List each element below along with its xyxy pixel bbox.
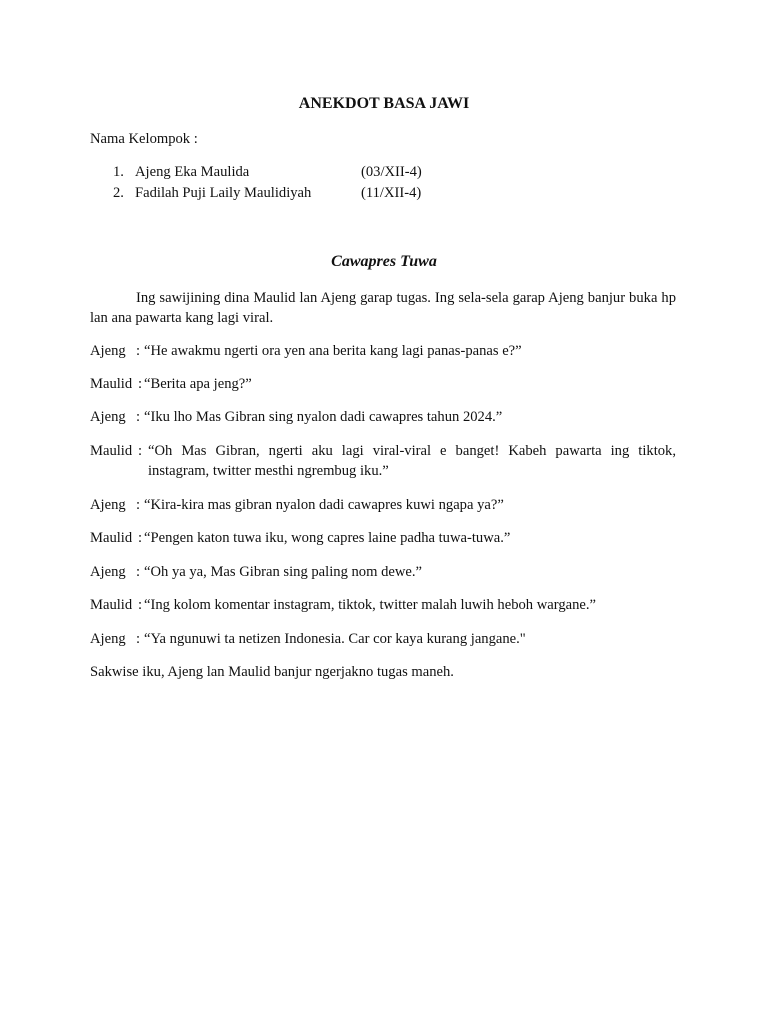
member-number: 1. <box>113 164 124 180</box>
group-label: Nama Kelompok : <box>90 131 198 147</box>
speaker-name: Ajeng <box>90 564 126 580</box>
speaker-colon: : <box>136 631 141 647</box>
speaker-name: Ajeng <box>90 497 126 513</box>
speaker-name: Ajeng <box>90 631 126 647</box>
speaker-name: Maulid <box>90 530 133 546</box>
dialogue-text: “Oh ya ya, Mas Gibran sing paling nom dewe.” <box>144 564 423 580</box>
dialogue-text: “Iku lho Mas Gibran sing nyalon dadi cawapres tahun 2024.” <box>144 409 503 425</box>
speaker-name: Maulid <box>90 597 133 613</box>
dialogue-text: “Berita apa jeng?” <box>144 376 252 392</box>
speaker-name: Maulid <box>90 443 133 459</box>
dialogue-text: “Kira-kira mas gibran nyalon dadi cawapres kuwi ngapa ya?” <box>144 497 504 513</box>
speaker-colon: : <box>138 376 143 392</box>
member-name: Ajeng Eka Maulida <box>135 164 250 180</box>
member-item <box>113 183 453 203</box>
member-name: Fadilah Puji Laily Maulidiyah <box>135 185 312 201</box>
dialogue-text: “Pengen katon tuwa iku, wong capres laine padha tuwa-tuwa.” <box>144 530 511 546</box>
closing-paragraph: Sakwise iku, Ajeng lan Maulid banjur ngerjakno tugas maneh. <box>90 664 454 680</box>
member-class: (11/XII-4) <box>361 185 422 201</box>
dialogue-text: “Ya ngunuwi ta netizen Indonesia. Car cor kaya kurang jangane." <box>144 631 526 647</box>
member-number: 2. <box>113 185 124 201</box>
speaker-colon: : <box>136 497 141 513</box>
dialogue-text: “Ing kolom komentar instagram, tiktok, twitter malah luwih heboh wargane.” <box>144 597 597 613</box>
speaker-name: Ajeng <box>90 409 126 425</box>
document-title: ANEKDOT BASA JAWI <box>298 95 470 112</box>
member-item <box>113 162 453 182</box>
speaker-name: Ajeng <box>90 343 126 359</box>
speaker-name: Maulid <box>90 376 133 392</box>
dialogue-text: “Oh Mas Gibran, ngerti aku lagi viral-viral e banget! Kabeh pawarta ing tiktok, instagram, twitter mesthi ngrembug iku.” <box>148 443 676 479</box>
speaker-colon: : <box>136 409 141 425</box>
intro-paragraph: Ing sawijining dina Maulid lan Ajeng garap tugas. Ing sela-sela garap Ajeng banjur buka hp lan ana pawarta kang lagi viral. <box>90 290 676 326</box>
dialogue-text: “He awakmu ngerti ora yen ana berita kang lagi panas-panas e?” <box>144 343 522 359</box>
speaker-colon: : <box>138 443 143 459</box>
speaker-colon: : <box>136 343 141 359</box>
member-class: (03/XII-4) <box>361 164 422 180</box>
speaker-colon: : <box>138 530 143 546</box>
story-title: Cawapres Tuwa <box>331 253 437 270</box>
speaker-colon: : <box>138 597 143 613</box>
speaker-colon: : <box>136 564 141 580</box>
